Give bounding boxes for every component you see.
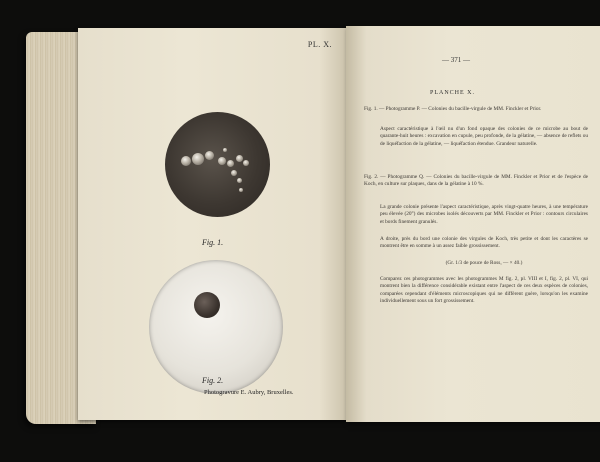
- colony-dot: [223, 148, 227, 152]
- large-colony: [194, 292, 220, 318]
- colony-dot: [237, 178, 242, 183]
- comparison-paragraph: Comparez ces photogrammes avec les photogrammes M fig. 2, pl. VIII et I, fig. 2, pl. VI, qui montrent bien la différence considérable existant entre l'aspect de ces deux espèces de colonies, comparées cependant d'éléments microscopiques qui ne diffèrent guère, lorsqu'on les examine individuellement sous un fort grossissement.: [380, 276, 588, 304]
- colony-dot: [227, 160, 234, 167]
- figure-2-petri-photo: [149, 260, 283, 394]
- figure-1-caption: Fig. 1.: [202, 238, 224, 247]
- figure-2-caption: Fig. 2.: [202, 376, 224, 385]
- fig1-heading: Fig. 1. — Photogramme P. — Colonies du bacille-virgule de MM. Finckler et Prior.: [364, 106, 542, 112]
- fig2-description-1: La grande colonie présente l'aspect caractéristique, après vingt-quatre heures, à une température peu élevée (20°) des microbes isolés découverts par MM. Finckler et Prior : contours circulaires et bords finement granulés.: [380, 204, 588, 225]
- colony-dot: [192, 153, 204, 165]
- fig2-description-2: A droite, près du bord une colonie des virgules de Koch, très petite et dont les caractères se montrent être en somme à un assez faible grossissement.: [380, 236, 588, 250]
- colony-dot: [236, 155, 243, 162]
- colony-dot: [205, 151, 214, 160]
- open-book: [26, 18, 586, 430]
- colony-dot: [218, 157, 226, 165]
- figure-1-petri-photo: [165, 112, 270, 217]
- colony-dot: [231, 170, 237, 176]
- plate-label: PL. X.: [307, 40, 332, 49]
- plate-title: PLANCHE X.: [430, 90, 476, 96]
- fig2-heading: Fig. 2. — Photogramme Q. — Colonies du bacille-virgule de MM. Finckler et Prior et de l'espèce de Koch, en culture sur plaques, dans de la gélatine à 10 %.: [364, 174, 588, 188]
- left-page-plate: [78, 28, 346, 420]
- colony-dot: [239, 188, 243, 192]
- photo-credit: Photogravure E. Aubry, Bruxelles.: [204, 389, 294, 396]
- page-number: — 371 —: [442, 56, 470, 64]
- colony-dot: [243, 160, 249, 166]
- colony-dot: [181, 156, 191, 166]
- fig2-magnification: (Gr. 1/3 de pouce de Ross, — × 40.): [445, 260, 523, 266]
- fig1-description: Aspect caractéristique à l'œil nu d'un fond opaque des colonies de ce microbe au bout de quarante-huit heures : excavation en cupule, peu profonde, de la gélatine, — absence de reflets ou de liquéfaction de la gélatine, — liquéfaction étendue. Grandeur naturelle.: [380, 126, 588, 147]
- right-page-text: [346, 26, 600, 422]
